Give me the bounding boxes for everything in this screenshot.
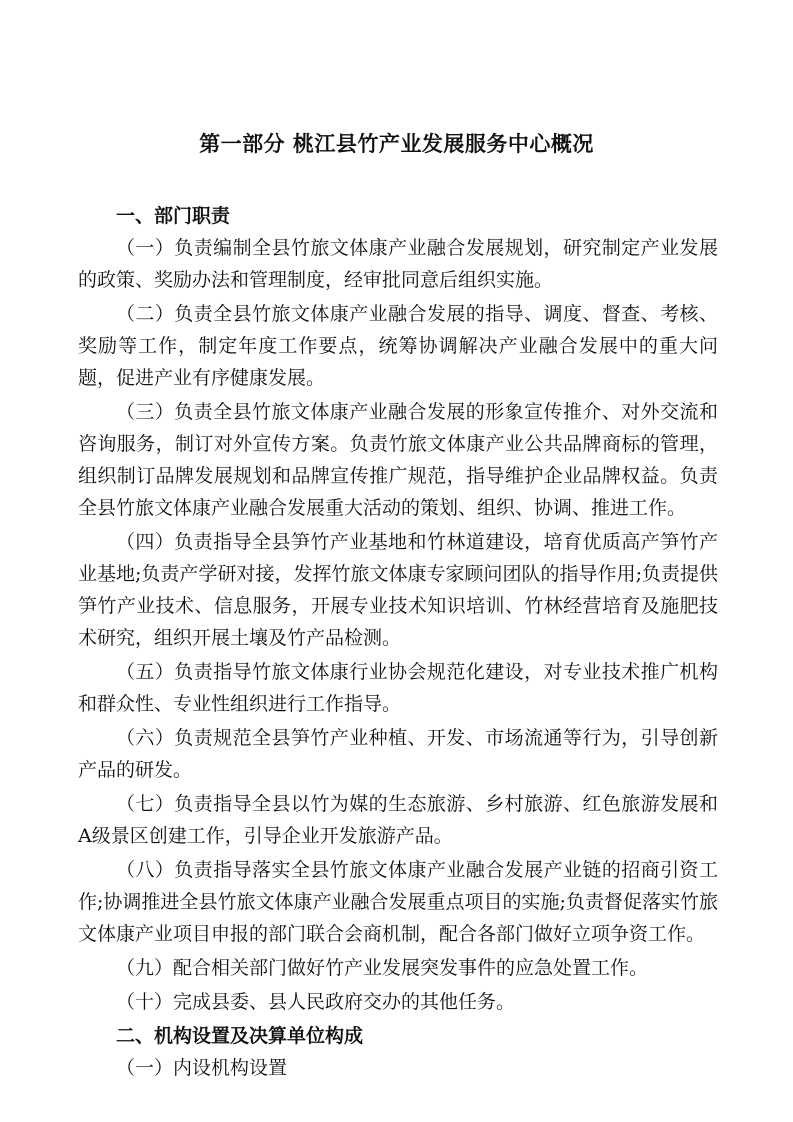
duty-paragraph-10: （十）完成县委、县人民政府交办的其他任务。: [116, 991, 516, 1013]
duty-paragraph-9: （九）配合相关部门做好竹产业发展突发事件的应急处置工作。: [116, 957, 649, 979]
duty-paragraph-7: （七）负责指导全县以竹为媒的生态旅游、乡村旅游、红色旅游发展和A级景区创建工作，引导企业开发旅游产品。: [78, 793, 718, 847]
section-heading-duties: 一、部门职责: [116, 205, 231, 227]
page-title: 第一部分 桃江县竹产业发展服务中心概况: [199, 132, 594, 156]
duty-paragraph-2: （二）负责全县竹旅文体康产业融合发展的指导、调度、督查、考核、奖励等工作，制定年度工作要点，统筹协调解决产业融合发展中的重大问题，促进产业有序健康发展。: [78, 303, 718, 389]
duty-paragraph-3: （三）负责全县竹旅文体康产业融合发展的形象宣传推介、对外交流和咨询服务，制订对外宣传方案。负责竹旅文体康产业公共品牌商标的管理，组织制订品牌发展规划和品牌宣传推广规范，指导维护企业品牌权益。负责全县竹旅文体康产业融合发展重大活动的策划、组织、协调、推进工作。: [78, 401, 718, 519]
duty-paragraph-1: （一）负责编制全县竹旅文体康产业融合发展规划，研究制定产业发展的政策、奖励办法和管理制度，经审批同意后组织实施。: [78, 237, 718, 291]
section-heading-structure: 二、机构设置及决算单位构成: [116, 1025, 364, 1047]
duty-paragraph-8: （八）负责指导落实全县竹旅文体康产业融合发展产业链的招商引资工作;协调推进全县竹旅文体康产业融合发展重点项目的实施;负责督促落实竹旅文体康产业项目申报的部门联合会商机制，配合各部门做好立项争资工作。: [78, 859, 718, 945]
document-body: [78, 200, 718, 1084]
duty-paragraph-6: （六）负责规范全县笋竹产业种植、开发、市场流通等行为，引导创新产品的研发。: [78, 727, 718, 781]
duty-paragraph-4: （四）负责指导全县笋竹产业基地和竹林道建设，培育优质高产笋竹产业基地;负责产学研对接，发挥竹旅文体康专家顾问团队的指导作用;负责提供笋竹产业技术、信息服务，开展专业技术知识培训、竹林经营培育及施肥技术研究，组织开展土壤及竹产品检测。: [78, 531, 718, 649]
duty-paragraph-5: （五）负责指导竹旅文体康行业协会规范化建设，对专业技术推广机构和群众性、专业性组织进行工作指导。: [78, 661, 718, 715]
subheading-internal-structure: （一）内设机构设置: [116, 1057, 288, 1079]
